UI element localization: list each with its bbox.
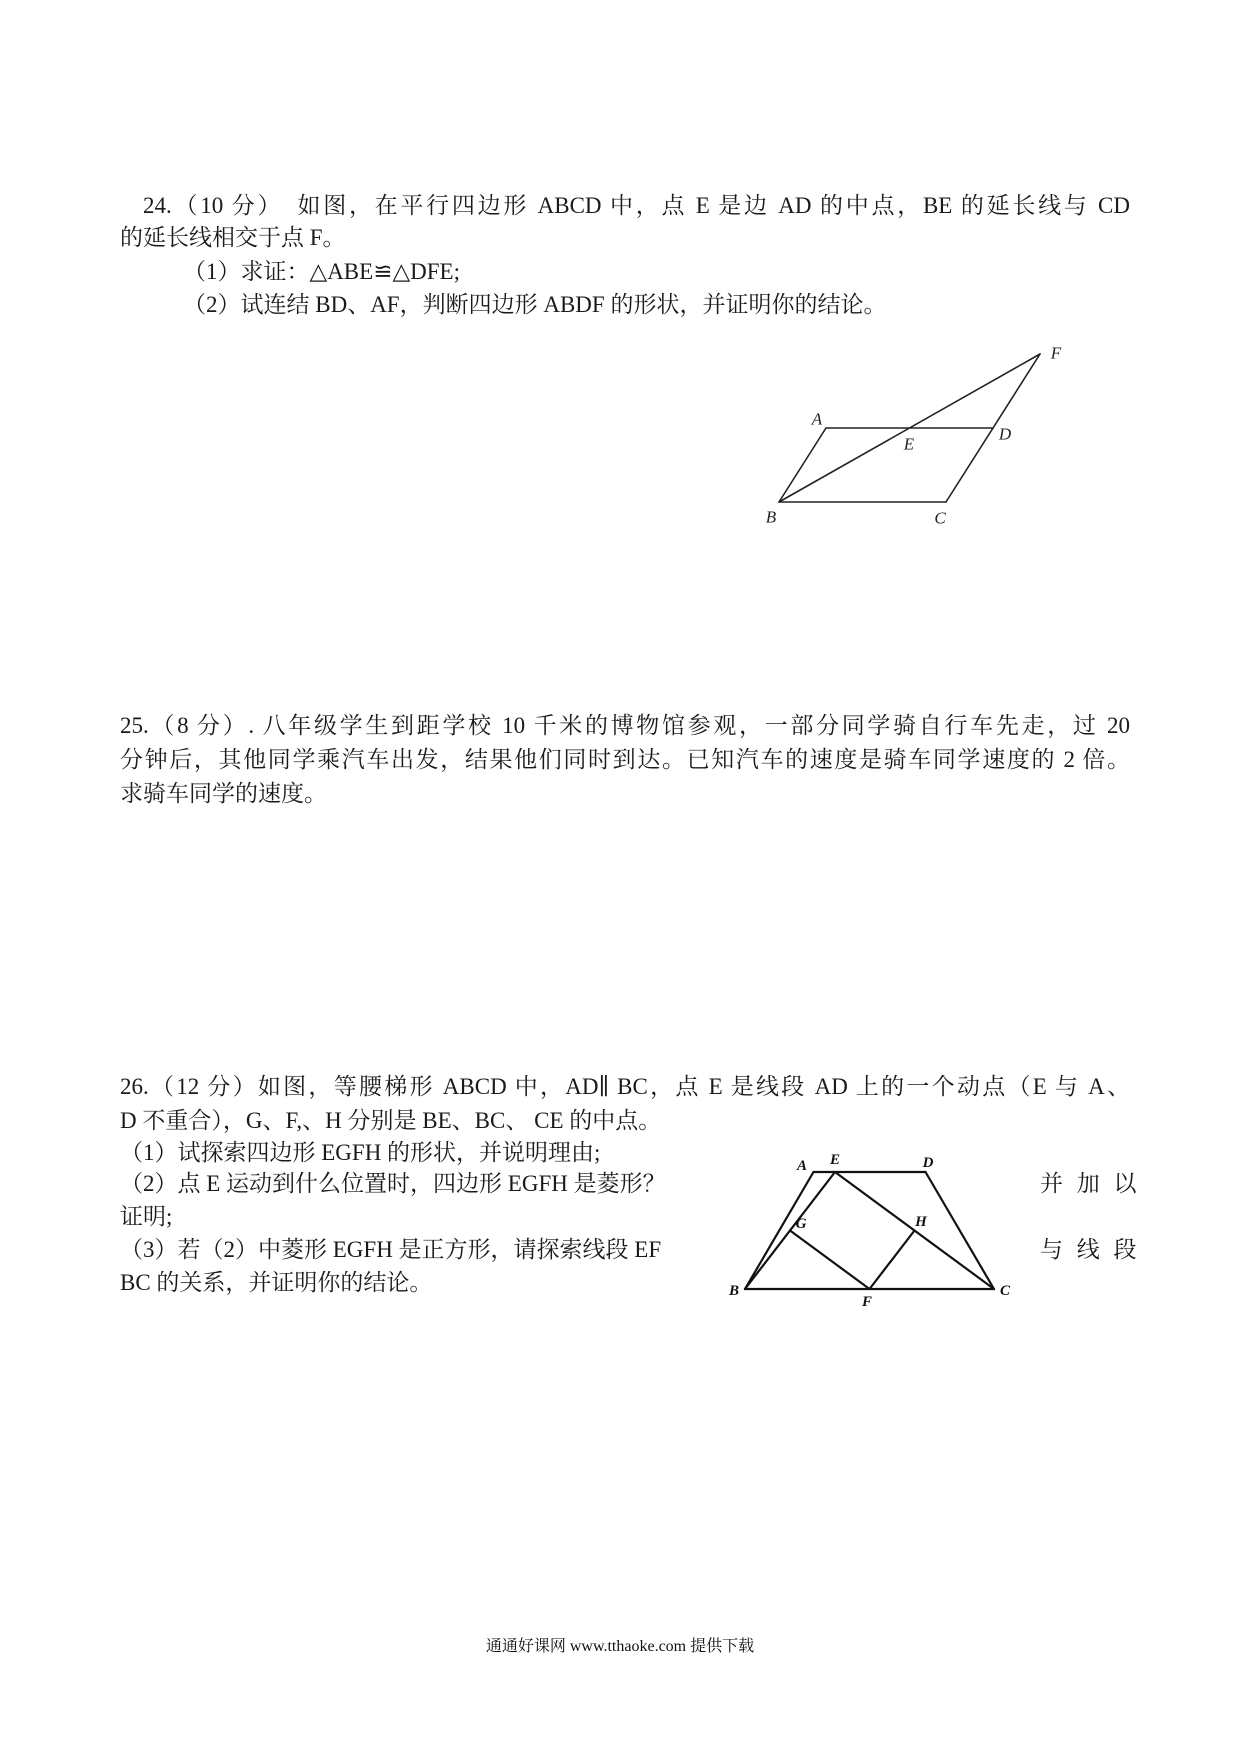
segment-hf xyxy=(870,1231,915,1290)
label-e: E xyxy=(903,434,915,454)
page-footer: 通通好课网 www.tthaoke.com 提供下载 xyxy=(485,1638,755,1655)
label-e: E xyxy=(829,1152,841,1168)
label-f: F xyxy=(861,1294,873,1310)
label-c: C xyxy=(934,508,946,528)
figure-isosceles-trapezoid-abcd xyxy=(720,1150,1020,1312)
label-d: D xyxy=(922,1155,934,1171)
label-h: H xyxy=(915,1214,927,1230)
label-b: B xyxy=(728,1283,740,1299)
q24-part-1: （1）求证：△ABE≌△DFE; xyxy=(183,259,460,284)
figure-parallelogram-abcd xyxy=(760,340,1070,535)
q26-part-3-end: BC 的关系，并证明你的结论。 xyxy=(120,1270,433,1295)
q26-part-2: （2）点 E 运动到什么位置时，四边形 EGFH 是菱形？ xyxy=(120,1171,666,1196)
q25-line-2: 分钟后，其他同学乘汽车出发，结果他们同时到达。已知汽车的速度是骑车同学速度的 2 倍。 xyxy=(120,747,1130,772)
label-g: G xyxy=(795,1216,807,1232)
q26-line-2: D 不重合），G、F,、H 分别是 BE、BC、 CE 的中点。 xyxy=(120,1108,662,1133)
q25-line-1: 25.（8 分）. 八年级学生到距学校 10 千米的博物馆参观，一部分同学骑自行车先走，过 20 xyxy=(120,713,1130,738)
q24-line-2: 的延长线相交于点 F。 xyxy=(120,225,346,250)
q26-line-1: 26.（12 分）如图，等腰梯形 ABCD 中，AD∥ BC，点 E 是线段 AD 上的一个动点（E 与 A、 xyxy=(120,1074,1130,1099)
segment-gf xyxy=(790,1231,870,1290)
segment-ab xyxy=(779,428,826,502)
q25-line-3: 求骑车同学的速度。 xyxy=(120,781,327,806)
label-a: A xyxy=(796,1158,808,1174)
label-b: B xyxy=(765,507,777,527)
q26-part-2-continuation: 并 加 以 xyxy=(1040,1171,1141,1196)
q26-part-3-continuation: 与 线 段 xyxy=(1040,1237,1141,1262)
q24-part-2: （2）试连结 BD、AF，判断四边形 ABDF 的形状，并证明你的结论。 xyxy=(183,292,887,317)
q26-part-2-end: 证明; xyxy=(120,1204,173,1229)
q26-part-1: （1）试探索四边形 EGFH 的形状，并说明理由; xyxy=(120,1140,601,1165)
label-c: C xyxy=(999,1283,1011,1299)
segment-dc xyxy=(926,1172,995,1289)
q26-part-3: （3）若（2）中菱形 EGFH 是正方形，请探索线段 EF xyxy=(120,1237,662,1262)
q24-line-1: 24.（10 分） 如图，在平行四边形 ABCD 中，点 E 是边 AD 的中点，BE 的延长线与 CD xyxy=(143,193,1130,218)
label-d: D xyxy=(998,424,1012,444)
label-f: F xyxy=(1050,343,1062,363)
label-a: A xyxy=(811,409,823,429)
